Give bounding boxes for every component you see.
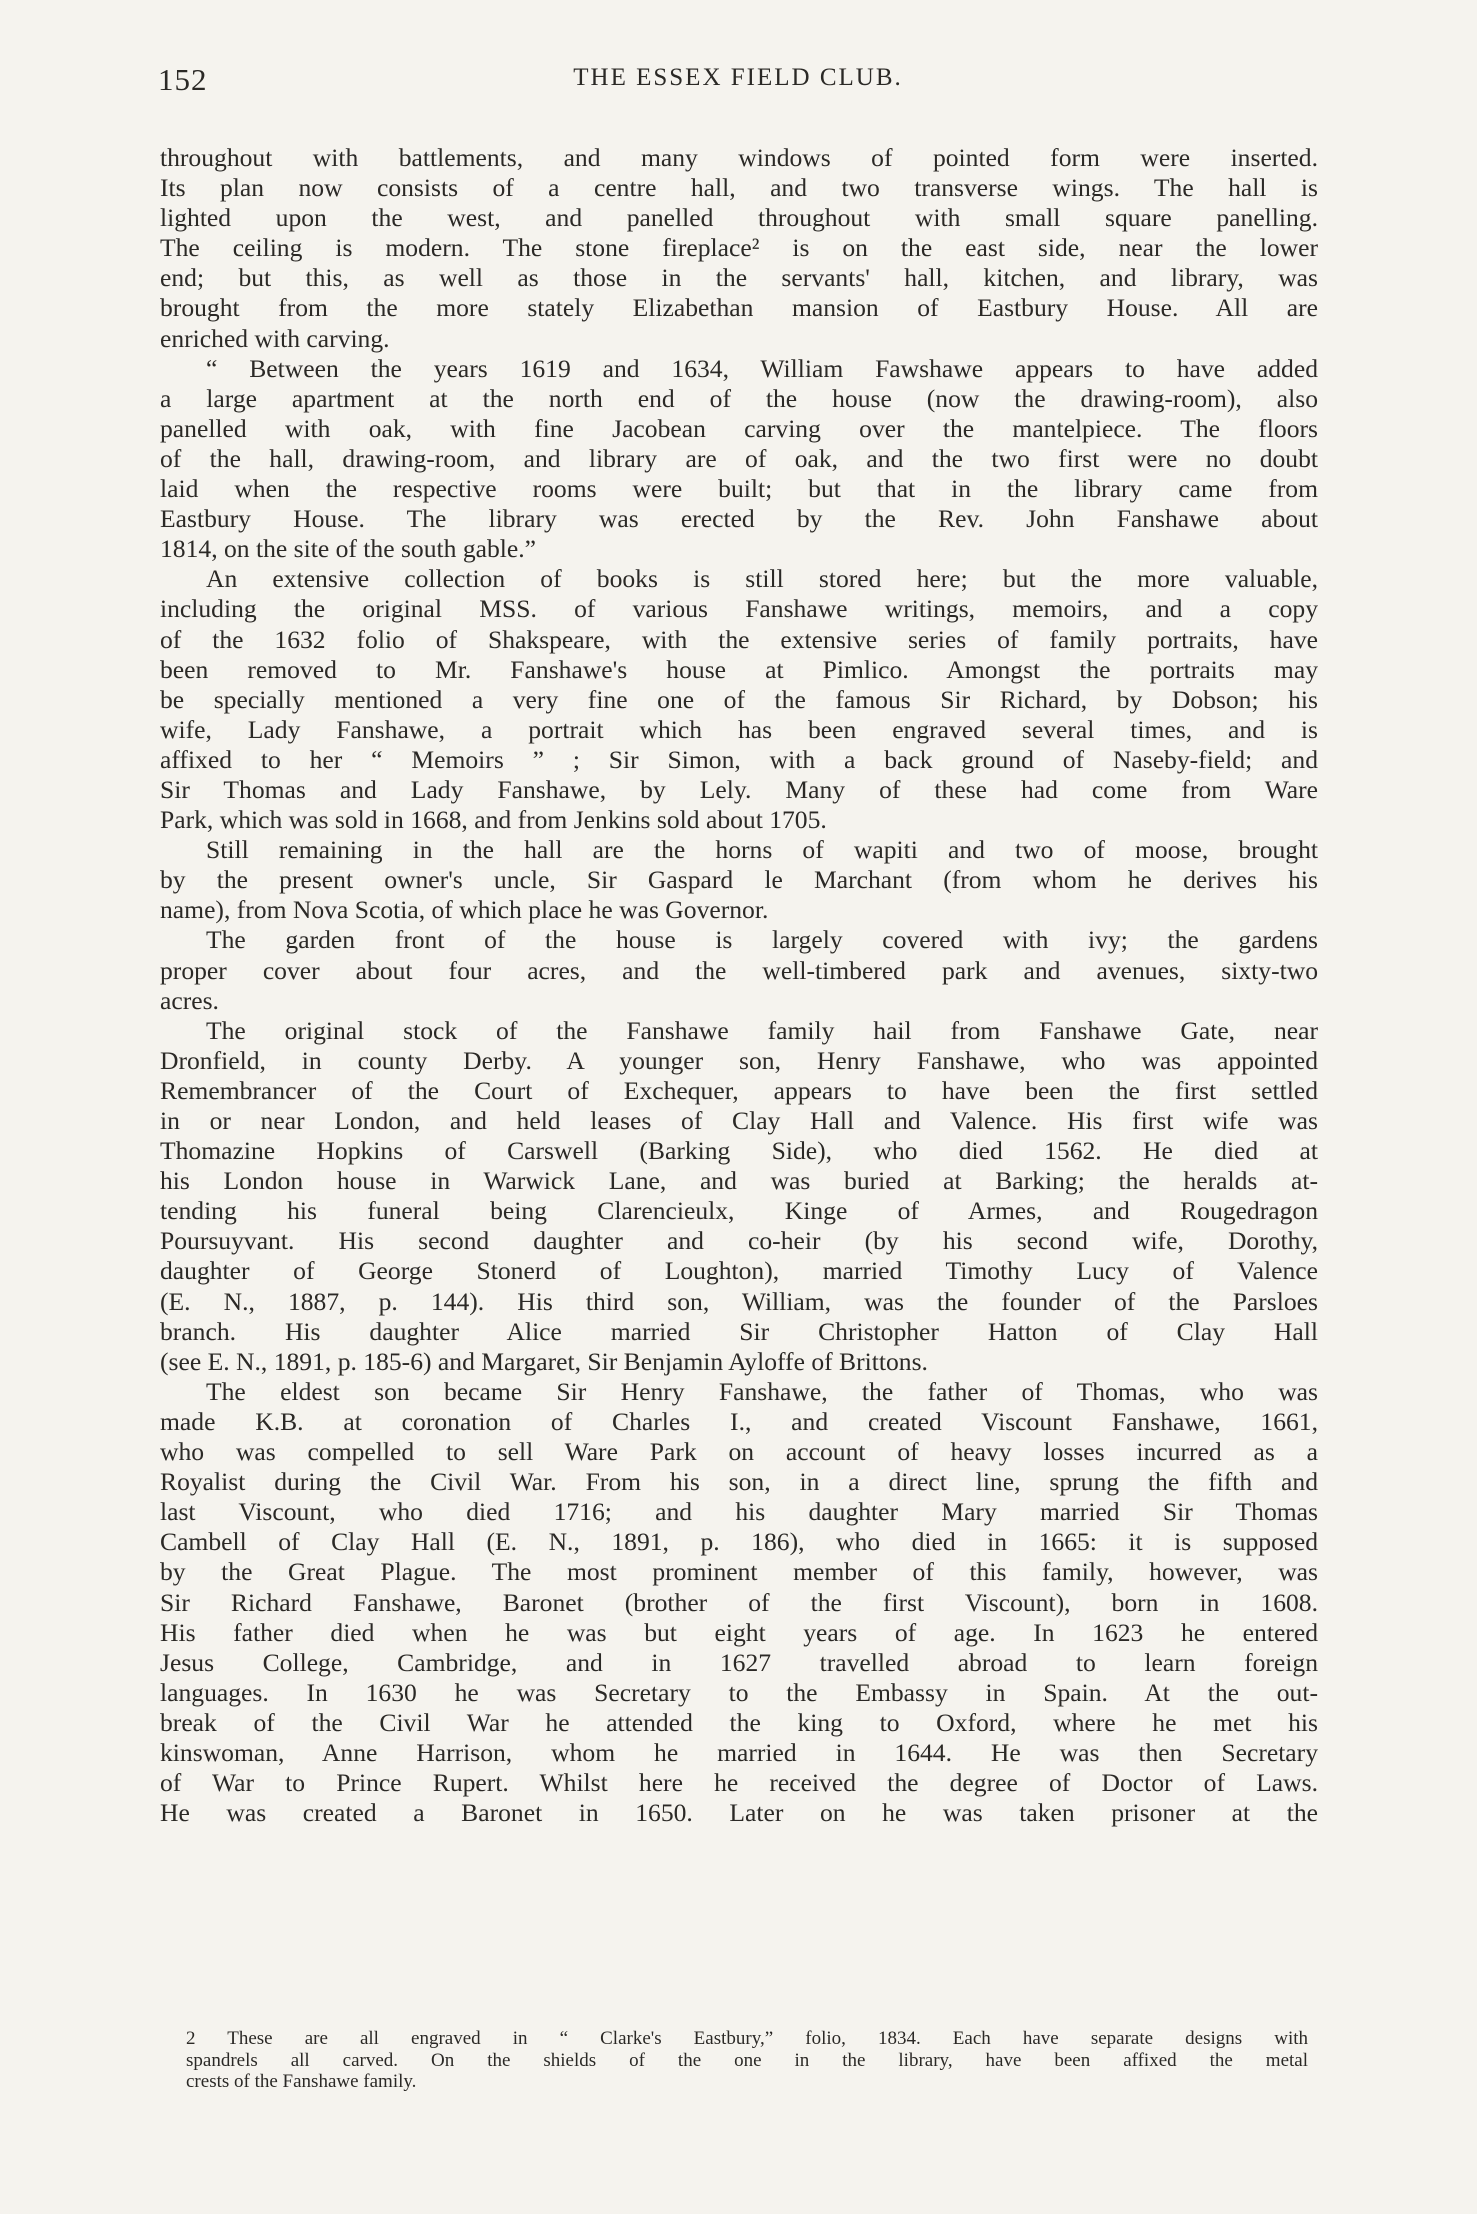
running-head [158,62,1318,102]
text-line: Dronfield, in county Derby. A younger son, Henry Fanshawe, who was appointed [160,1045,1318,1075]
text-line: affixed to her “ Memoirs ” ; Sir Simon, with a back ground of Naseby-field; and [160,744,1318,774]
text-line: be specially mentioned a very fine one of the famous Sir Richard, by Dobson; his [160,684,1318,714]
text-line: panelled with oak, with fine Jacobean carving over the mantelpiece. The floors [160,413,1318,443]
text-line: He was created a Baronet in 1650. Later on he was taken prisoner at the [160,1798,1318,1828]
text-line: by the present owner's uncle, Sir Gaspard le Marchant (from whom he derives his [160,865,1318,895]
text-line: (see E. N., 1891, p. 185-6) and Margaret, Sir Benjamin Ayloffe of Brittons. [160,1346,928,1376]
text-line: break of the Civil War he attended the king to Oxford, where he met his [160,1707,1318,1737]
text-line: wife, Lady Fanshawe, a portrait which has been engraved several times, and is [160,714,1318,744]
footnote [186,2028,1308,2093]
text-line: 1814, on the site of the south gable.” [160,534,537,564]
text-line: Jesus College, Cambridge, and in 1627 travelled abroad to learn foreign [160,1647,1318,1677]
text-line: laid when the respective rooms were built; but that in the library came from [160,474,1318,504]
text-line: of War to Prince Rupert. Whilst here he received the degree of Doctor of Laws. [160,1768,1318,1798]
text-line: been removed to Mr. Fanshawe's house at Pimlico. Amongst the portraits may [160,654,1318,684]
text-line: end; but this, as well as those in the servants' hall, kitchen, and library, was [160,263,1318,293]
text-line: languages. In 1630 he was Secretary to the Embassy in Spain. At the out- [160,1677,1318,1707]
footnote-line: 2 These are all engraved in “ Clarke's Eastbury,” folio, 1834. Each have separate designs with [186,2028,1308,2049]
running-title: THE ESSEX FIELD CLUB. [573,64,903,91]
text-line: name), from Nova Scotia, of which place he was Governor. [160,895,769,925]
text-line: branch. His daughter Alice married Sir Christopher Hatton of Clay Hall [160,1316,1318,1346]
text-line: Sir Thomas and Lady Fanshawe, by Lely. Many of these had come from Ware [160,774,1318,804]
text-line: Poursuyvant. His second daughter and co-heir (by his second wife, Dorothy, [160,1226,1318,1256]
page-number: 152 [158,62,208,97]
paragraph-start-line: An extensive collection of books is still stored here; but the more valuable, [206,564,1318,594]
text-line: proper cover about four acres, and the well-timbered park and avenues, sixty-two [160,955,1318,985]
paragraph-start-line: The original stock of the Fanshawe family hail from Fanshawe Gate, near [206,1015,1318,1045]
text-line: Royalist during the Civil War. From his son, in a direct line, sprung the fifth and [160,1467,1318,1497]
text-line: kinswoman, Anne Harrison, whom he married in 1644. He was then Secretary [160,1737,1318,1767]
text-line: daughter of George Stonerd of Loughton), married Timothy Lucy of Valence [160,1256,1318,1286]
text-line: including the original MSS. of various Fanshawe writings, memoirs, and a copy [160,594,1318,624]
paragraph-start-line: The garden front of the house is largely covered with ivy; the gardens [206,925,1318,955]
text-line: Thomazine Hopkins of Carswell (Barking Side), who died 1562. He died at [160,1136,1318,1166]
text-line: of the 1632 folio of Shakspeare, with the extensive series of family portraits, have [160,624,1318,654]
paragraph-start-line: The eldest son became Sir Henry Fanshawe, the father of Thomas, who was [206,1376,1318,1406]
text-line: Cambell of Clay Hall (E. N., 1891, p. 186), who died in 1665: it is supposed [160,1527,1318,1557]
text-line: brought from the more stately Elizabethan mansion of Eastbury House. All are [160,293,1318,323]
text-line: made K.B. at coronation of Charles I., and created Viscount Fanshawe, 1661, [160,1406,1318,1436]
text-line: his London house in Warwick Lane, and was buried at Barking; the heralds at- [160,1166,1318,1196]
text-line: Its plan now consists of a centre hall, and two transverse wings. The hall is [160,173,1318,203]
text-line: who was compelled to sell Ware Park on account of heavy losses incurred as a [160,1437,1318,1467]
text-line: of the hall, drawing-room, and library are of oak, and the two first were no doubt [160,443,1318,473]
text-line: His father died when he was but eight years of age. In 1623 he entered [160,1617,1318,1647]
text-line: throughout with battlements, and many windows of pointed form were inserted. [160,143,1318,172]
text-line: by the Great Plague. The most prominent member of this family, however, was [160,1557,1318,1587]
paragraph-start-line: “ Between the years 1619 and 1634, William Fawshawe appears to have added [206,353,1318,383]
text-line: acres. [160,985,219,1015]
text-line: The ceiling is modern. The stone fireplace² is on the east side, near the lower [160,233,1318,263]
body-text [160,143,1318,1828]
text-line: Sir Richard Fanshawe, Baronet (brother of the first Viscount), born in 1608. [160,1587,1318,1617]
paragraph-start-line: Still remaining in the hall are the horns of wapiti and two of moose, brought [206,835,1318,865]
text-line: enriched with carving. [160,323,390,353]
text-line: Eastbury House. The library was erected by the Rev. John Fanshawe about [160,504,1318,534]
text-line: Park, which was sold in 1668, and from Jenkins sold about 1705. [160,805,827,835]
footnote-line: crests of the Fanshawe family. [186,2071,417,2092]
text-line: Remembrancer of the Court of Exchequer, appears to have been the first settled [160,1075,1318,1105]
text-line: in or near London, and held leases of Clay Hall and Valence. His first wife was [160,1106,1318,1135]
text-line: tending his funeral being Clarencieulx, Kinge of Armes, and Rougedragon [160,1196,1318,1226]
text-line: lighted upon the west, and panelled throughout with small square panelling. [160,203,1318,233]
text-line: a large apartment at the north end of the house (now the drawing-room), also [160,383,1318,413]
text-line: last Viscount, who died 1716; and his daughter Mary married Sir Thomas [160,1497,1318,1527]
text-line: (E. N., 1887, p. 144). His third son, William, was the founder of the Parsloes [160,1286,1318,1316]
footnote-line: spandrels all carved. On the shields of the one in the library, have been affixed the metal [186,2049,1308,2071]
